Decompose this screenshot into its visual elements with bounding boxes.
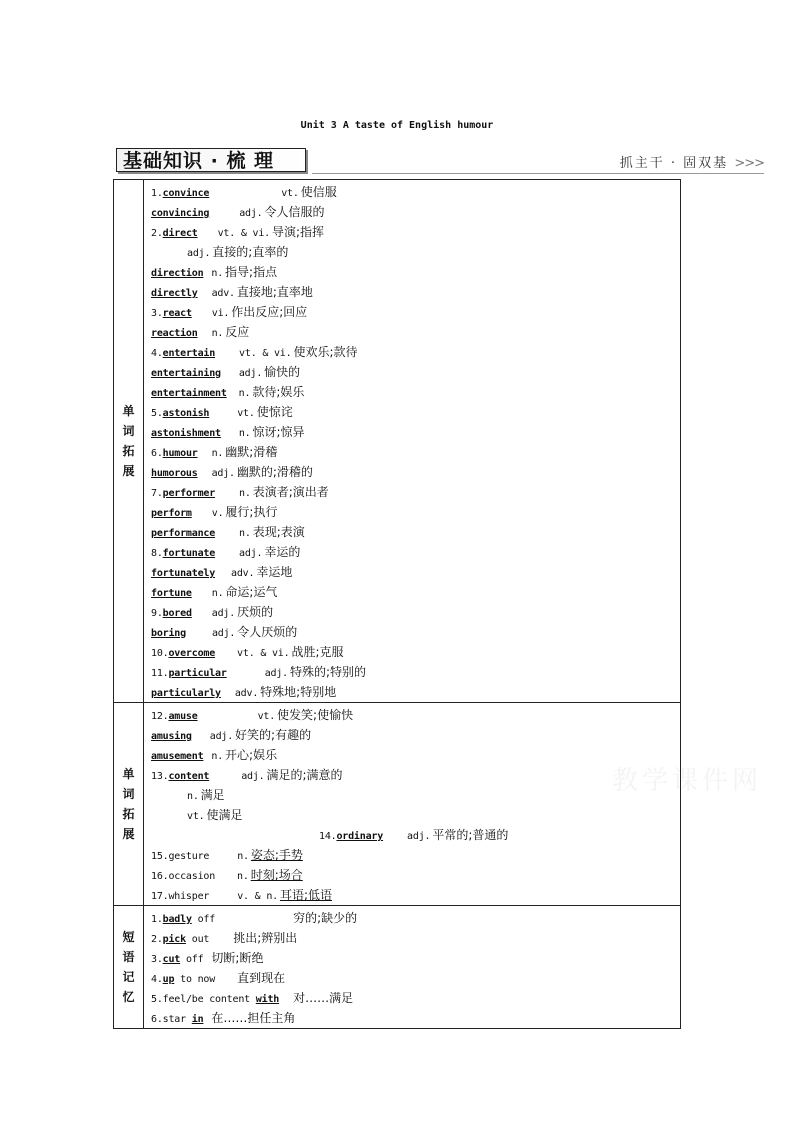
entry-meaning: 直接的;直率的 (212, 245, 289, 259)
entry-meaning: 直接地;直率地 (236, 285, 313, 299)
part-of-speech: n. (211, 268, 224, 279)
entry-meaning: 在……担任主角 (211, 1011, 296, 1025)
entry-number: 14. (319, 831, 337, 842)
entry-number: 4. (151, 974, 163, 985)
entry-meaning: 姿态;手势 (250, 848, 303, 862)
entry-word: ordinary (336, 831, 384, 842)
part-of-speech: adv. (231, 568, 255, 579)
section-banner (112, 146, 764, 174)
entry-meaning: 幸运地 (256, 565, 293, 579)
entry-line (151, 885, 680, 905)
entry-line (151, 302, 680, 322)
entry-meaning: 特殊地;特别地 (260, 685, 337, 699)
entry-meaning: 使满足 (206, 808, 243, 822)
entry-number: 3. (151, 308, 163, 319)
entry-line (151, 705, 680, 725)
entry-word: reaction (151, 328, 198, 339)
section-label: 短语记忆 (122, 930, 135, 1004)
entry-word: gesture (168, 851, 210, 862)
entry-meaning: 特殊的;特别的 (289, 665, 367, 679)
entry-line (151, 222, 680, 242)
part-of-speech: adj. (211, 628, 236, 639)
entry-line (151, 202, 680, 222)
entry-number: 6. (151, 1014, 163, 1025)
part-of-speech: n. (238, 428, 251, 439)
part-of-speech: vi. (211, 308, 230, 319)
entry-line (151, 522, 680, 542)
entry-word: directly (151, 288, 198, 299)
section-title: 基础知识 · 梳 理 (116, 148, 306, 172)
part-of-speech: n. (239, 488, 251, 499)
entry-meaning: 耳语;低语 (279, 888, 333, 902)
entry-meaning: 满足 (200, 788, 225, 802)
entry-word: cut (162, 954, 181, 965)
part-of-speech: adj. (407, 831, 431, 842)
entry-word: react (162, 308, 192, 319)
entry-meaning: 愉快的 (264, 365, 301, 379)
entry-meaning: 时刻;场合 (250, 868, 303, 882)
entry-meaning: 幽默;滑稽 (225, 445, 278, 459)
entry-line (151, 928, 680, 948)
entry-meaning: 使欢乐;款待 (293, 345, 358, 359)
entry-word: astonish (162, 408, 210, 419)
entry-line (151, 542, 680, 562)
entry-line (151, 785, 680, 805)
section-row (114, 703, 681, 906)
entry-number: 11. (151, 668, 169, 679)
entry-line (151, 382, 680, 402)
entry-word: entertainment (151, 388, 227, 399)
entry-word: amusement (151, 751, 204, 762)
entry-meaning: 挑出;辨别出 (233, 931, 298, 945)
part-of-speech: adj. (209, 731, 234, 742)
entry-line (151, 602, 680, 622)
entry-word: convincing (151, 208, 210, 219)
entry-meaning: 穷的;缺少的 (293, 911, 358, 925)
entry-word: humorous (151, 468, 198, 479)
part-of-speech: adj. (239, 208, 263, 219)
part-of-speech: vt. (187, 811, 205, 822)
entry-number: 15. (151, 851, 169, 862)
part-of-speech: vt. & vi. (239, 348, 292, 359)
entry-word: fortune (151, 588, 192, 599)
entry-number: 13. (151, 771, 169, 782)
entry-meaning: 战胜;克服 (291, 645, 344, 659)
unit-title: Unit 3 A taste of English humour (300, 120, 494, 131)
entry-number: 9. (151, 608, 163, 619)
entry-line (151, 462, 680, 482)
part-of-speech: adj. (211, 608, 236, 619)
entry-meaning: 直到现在 (237, 971, 286, 985)
entry-line (151, 968, 680, 988)
entry-number: 1. (151, 188, 163, 199)
entry-number: 17. (151, 891, 169, 902)
entry-line (151, 322, 680, 342)
entry-word: occasion (168, 871, 216, 882)
entry-word: in (191, 1014, 204, 1025)
entry-word: perform (151, 508, 192, 519)
entry-line (151, 725, 680, 745)
entry-number: 12. (151, 711, 169, 722)
phrase-prefix: star (162, 1014, 192, 1025)
part-of-speech: adv. (234, 688, 259, 699)
part-of-speech: v. & n. (237, 891, 278, 902)
entry-line (151, 582, 680, 602)
part-of-speech: vt. & vi. (217, 228, 270, 239)
entry-line (151, 422, 680, 442)
entry-meaning: 幸运的 (264, 545, 301, 559)
part-of-speech: n. (211, 751, 224, 762)
entry-line (151, 908, 680, 928)
entry-number: 5. (151, 408, 163, 419)
entry-line (151, 282, 680, 302)
banner-divider (312, 173, 764, 174)
entry-word: whisper (168, 891, 210, 902)
entry-meaning: 命运;运气 (225, 585, 278, 599)
entry-line (151, 262, 680, 282)
entry-number: 6. (151, 448, 163, 459)
part-of-speech: n. (238, 388, 251, 399)
part-of-speech: vt. (237, 408, 255, 419)
phrase-prefix: feel/be content (162, 994, 256, 1005)
entry-word: amusing (151, 731, 192, 742)
section-label: 单词拓展 (122, 404, 135, 478)
entry-word: humour (162, 448, 198, 459)
entry-number: 10. (151, 648, 169, 659)
entry-line (151, 745, 680, 765)
entry-line (151, 988, 680, 1008)
part-of-speech: adj. (211, 468, 235, 479)
entry-word: performance (151, 528, 216, 539)
entry-line (151, 845, 680, 865)
watermark: 教学课件网 (612, 766, 763, 796)
entry-number: 7. (151, 488, 163, 499)
part-of-speech: adj. (238, 368, 263, 379)
entry-number: 4. (151, 348, 163, 359)
entry-meaning: 开心;娱乐 (225, 748, 278, 762)
entry-line (151, 182, 680, 202)
entry-word: particular (168, 668, 227, 679)
entry-line (151, 825, 680, 845)
section-content (144, 180, 681, 703)
entry-meaning: 作出反应;回应 (231, 305, 308, 319)
part-of-speech: n. (211, 588, 224, 599)
entry-meaning: 令人信服的 (264, 205, 325, 219)
entry-word: content (168, 771, 210, 782)
entry-meaning: 切断;断绝 (211, 951, 264, 965)
section-row (114, 906, 681, 1029)
section-content (144, 906, 681, 1029)
entry-number: 2. (151, 934, 163, 945)
entry-meaning: 满足的;满意的 (266, 768, 343, 782)
entry-line (151, 1008, 680, 1028)
entry-word: badly (162, 914, 192, 925)
entry-number: 16. (151, 871, 169, 882)
entry-line (151, 682, 680, 702)
entry-line (151, 642, 680, 662)
entry-word: overcome (168, 648, 216, 659)
entry-meaning: 对……满足 (293, 991, 354, 1005)
entry-line (151, 442, 680, 462)
entry-line (151, 562, 680, 582)
entry-word: astonishment (151, 428, 221, 439)
section-label-cell (114, 703, 144, 906)
entry-number: 2. (151, 228, 163, 239)
part-of-speech: n. (211, 328, 224, 339)
entry-line (151, 482, 680, 502)
entry-word: direct (162, 228, 198, 239)
section-label-cell (114, 906, 144, 1029)
section-label-cell (114, 180, 144, 703)
chevron-right-icon: >>> (734, 156, 764, 171)
part-of-speech: adj. (239, 548, 263, 559)
entry-word: fortunately (151, 568, 216, 579)
part-of-speech: vt. & vi. (237, 648, 290, 659)
entry-meaning: 履行;执行 (225, 505, 278, 519)
part-of-speech: n. (239, 528, 251, 539)
entry-word: particularly (151, 688, 221, 699)
section-row (114, 180, 681, 703)
entry-number: 5. (151, 994, 163, 1005)
vocabulary-table (113, 179, 681, 1029)
entry-meaning: 厌烦的 (237, 605, 274, 619)
part-of-speech: n. (237, 871, 249, 882)
phrase-tail: out (185, 934, 210, 945)
entry-line (151, 948, 680, 968)
entry-meaning: 使信服 (300, 185, 337, 199)
part-of-speech: v. (211, 508, 224, 519)
entry-meaning: 平常的;普通的 (432, 828, 509, 842)
entry-line (151, 342, 680, 362)
entry-word: amuse (168, 711, 198, 722)
entry-word: entertain (162, 348, 216, 359)
part-of-speech: n. (237, 851, 249, 862)
entry-line (151, 402, 680, 422)
entry-word: up (162, 974, 175, 985)
part-of-speech: vt. (257, 711, 276, 722)
entry-meaning: 款待;娱乐 (252, 385, 305, 399)
part-of-speech: n. (211, 448, 224, 459)
entry-meaning: 使发笑;使愉快 (277, 708, 354, 722)
entry-word: performer (162, 488, 216, 499)
entry-word: fortunate (162, 548, 216, 559)
part-of-speech: adj. (187, 248, 211, 259)
phrase-tail: to now (174, 974, 216, 985)
entry-word: with (255, 994, 280, 1005)
entry-word: entertaining (151, 368, 221, 379)
entry-line (151, 242, 680, 262)
phrase-tail: off (191, 914, 216, 925)
entry-meaning: 幽默的;滑稽的 (236, 465, 313, 479)
part-of-speech: n. (187, 791, 199, 802)
entry-line (151, 362, 680, 382)
entry-word: pick (162, 934, 186, 945)
entry-line (151, 765, 680, 785)
entry-meaning: 表演者;演出者 (252, 485, 329, 499)
part-of-speech: vt. (281, 188, 299, 199)
part-of-speech: adj. (264, 668, 288, 679)
entry-word: convince (162, 188, 210, 199)
entry-meaning: 惊讶;惊异 (252, 425, 305, 439)
entry-word: direction (151, 268, 204, 279)
entry-meaning: 好笑的;有趣的 (235, 728, 312, 742)
entry-meaning: 表现;表演 (252, 525, 305, 539)
phrase-tail: off (180, 954, 204, 965)
entry-number: 1. (151, 914, 163, 925)
entry-number: 3. (151, 954, 163, 965)
section-content (144, 703, 681, 906)
entry-line (151, 865, 680, 885)
entry-line (151, 502, 680, 522)
motto-text: 抓主干 · 固双基 (619, 156, 729, 171)
entry-meaning: 导演;指挥 (271, 225, 325, 239)
entry-line (151, 805, 680, 825)
part-of-speech: adj. (241, 771, 265, 782)
entry-line (151, 622, 680, 642)
entry-word: bored (162, 608, 192, 619)
entry-line (151, 662, 680, 682)
section-motto (620, 152, 764, 171)
section-label: 单词拓展 (122, 767, 135, 841)
entry-meaning: 指导;指点 (225, 265, 278, 279)
part-of-speech: adv. (211, 288, 235, 299)
entry-number: 8. (151, 548, 163, 559)
entry-meaning: 令人厌烦的 (237, 625, 298, 639)
entry-word: boring (151, 628, 186, 639)
entry-meaning: 使惊诧 (256, 405, 293, 419)
entry-meaning: 反应 (225, 325, 250, 339)
